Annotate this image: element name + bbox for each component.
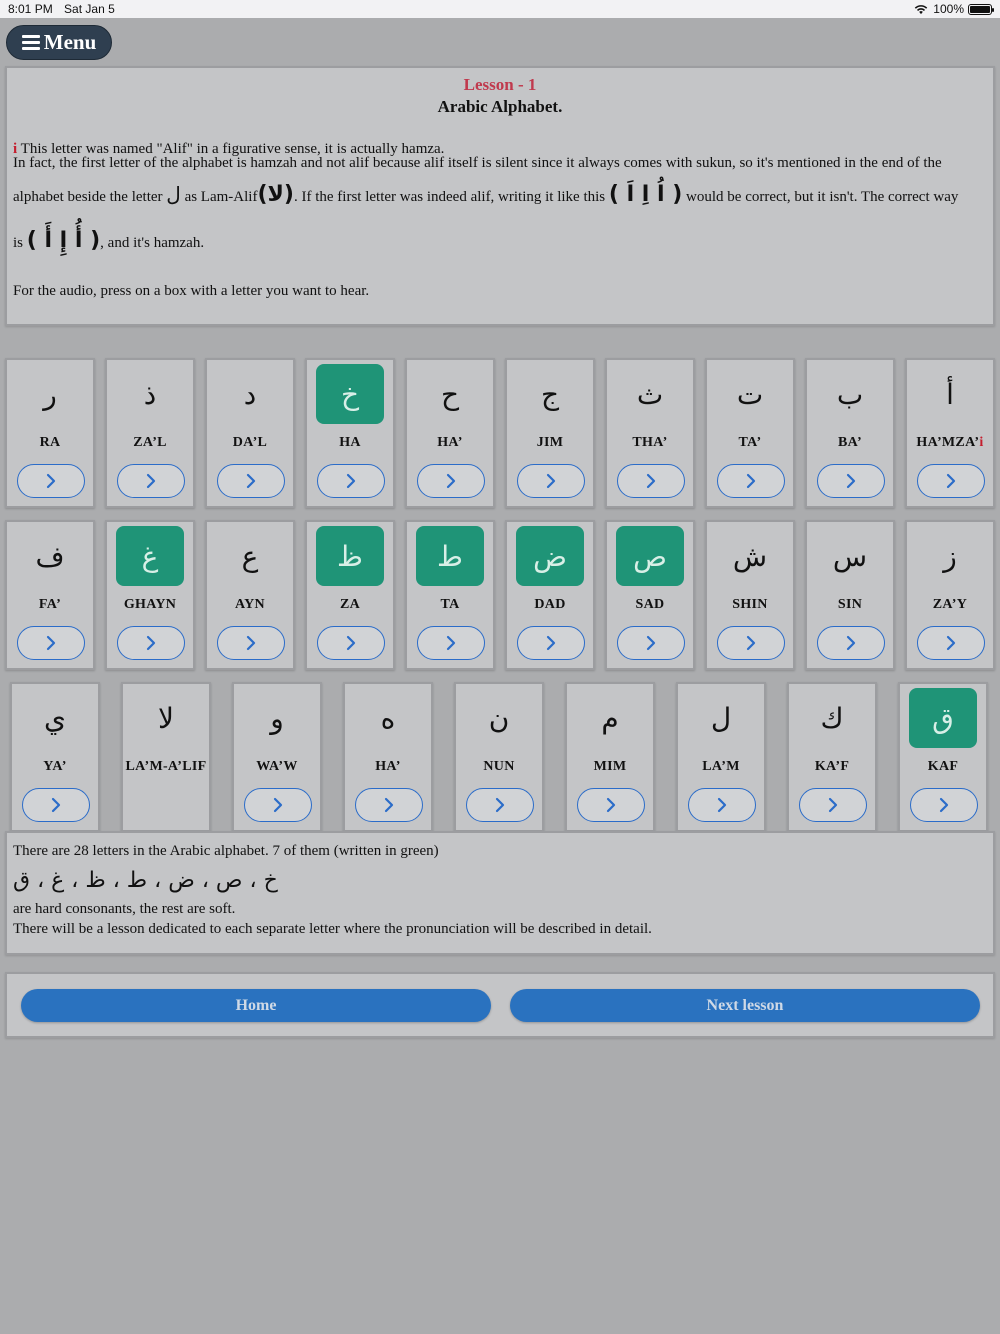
- letter-card[interactable]: [454, 682, 544, 832]
- chevron-right-icon: [244, 473, 258, 489]
- letter-name-text: TA: [440, 597, 460, 612]
- next-lesson-button[interactable]: Next lesson: [510, 989, 980, 1022]
- lam-letter: ل: [166, 182, 181, 206]
- letter-name: [607, 435, 693, 451]
- letter-name-text: BA’: [838, 435, 862, 450]
- letter-glyph[interactable]: ذ: [143, 377, 157, 411]
- letter-name-text: KAF: [927, 759, 959, 774]
- letter-name-text: MIM: [593, 759, 627, 774]
- letter-card[interactable]: [565, 682, 655, 832]
- letter-glyph[interactable]: ه: [380, 701, 396, 735]
- letter-card[interactable]: [305, 520, 395, 670]
- letter-name-text: SAD: [635, 597, 665, 612]
- summary-panel: [5, 831, 995, 955]
- chevron-right-icon: [715, 797, 729, 813]
- letter-name: [907, 435, 993, 451]
- letter-name: [807, 597, 893, 613]
- play-letter-button[interactable]: [417, 464, 485, 498]
- wifi-icon: [913, 4, 929, 15]
- letter-name: [607, 597, 693, 613]
- letter-name: [707, 435, 793, 451]
- letter-name-text: FA’: [38, 597, 62, 612]
- play-letter-button[interactable]: [317, 626, 385, 660]
- chevron-right-icon: [844, 473, 858, 489]
- letter-name-text: GHAYN: [123, 597, 177, 612]
- letter-name-text: RA: [39, 435, 61, 450]
- play-letter-button[interactable]: [17, 464, 85, 498]
- letter-card[interactable]: [121, 682, 211, 832]
- letter-glyph[interactable]: أ: [946, 377, 954, 411]
- letter-name-text: HA: [339, 435, 361, 450]
- play-letter-button[interactable]: [577, 788, 645, 822]
- play-letter-button[interactable]: [244, 788, 312, 822]
- letter-card[interactable]: [705, 358, 795, 508]
- chevron-right-icon: [644, 473, 658, 489]
- lesson-title: Arabic Alphabet.: [437, 97, 563, 116]
- letter-card[interactable]: [787, 682, 877, 832]
- letter-glyph[interactable]: ر: [43, 377, 57, 411]
- intro-text-2c: as Lam-Alif: [184, 189, 258, 205]
- status-time: 8:01 PM: [8, 2, 53, 16]
- letter-glyph[interactable]: ق: [909, 688, 977, 748]
- letter-card[interactable]: [205, 358, 295, 508]
- letter-card[interactable]: [505, 358, 595, 508]
- letter-name: [12, 759, 98, 775]
- chevron-right-icon: [644, 635, 658, 651]
- letter-name: [7, 435, 93, 451]
- letter-name-text: LA’M-A’LIF: [125, 759, 207, 774]
- letter-name: [507, 597, 593, 613]
- info-icon[interactable]: i: [979, 435, 984, 450]
- chevron-right-icon: [344, 473, 358, 489]
- intro-text-2g: , and it's hamzah.: [100, 235, 205, 251]
- status-left: [8, 2, 123, 16]
- letter-name: [507, 435, 593, 451]
- letter-name: [123, 759, 209, 775]
- play-letter-button[interactable]: [217, 626, 285, 660]
- play-letter-button[interactable]: [917, 626, 985, 660]
- play-letter-button[interactable]: [617, 626, 685, 660]
- letter-glyph[interactable]: ص: [616, 526, 684, 586]
- play-letter-button[interactable]: [817, 464, 885, 498]
- play-letter-button[interactable]: [688, 788, 756, 822]
- intro-panel: [5, 66, 995, 326]
- info-icon: i: [13, 141, 18, 157]
- letter-card[interactable]: [805, 358, 895, 508]
- letter-name-text: ZA’Y: [932, 597, 968, 612]
- chevron-right-icon: [144, 473, 158, 489]
- intro-text-2d: . If the first letter was indeed alif, writing it like this: [293, 189, 606, 205]
- chevron-right-icon: [271, 797, 285, 813]
- letter-glyph[interactable]: ج: [540, 377, 560, 411]
- lam-alif-sample: (لا): [257, 182, 294, 207]
- play-letter-button[interactable]: [22, 788, 90, 822]
- chevron-right-icon: [944, 473, 958, 489]
- play-letter-button[interactable]: [417, 626, 485, 660]
- letter-name: [456, 759, 542, 775]
- letter-name: [407, 597, 493, 613]
- battery-icon: [968, 4, 992, 15]
- chevron-right-icon: [344, 635, 358, 651]
- letter-glyph[interactable]: ل: [710, 701, 732, 735]
- letter-name: [707, 597, 793, 613]
- letter-name: [567, 759, 653, 775]
- letter-glyph[interactable]: غ: [116, 526, 184, 586]
- chevron-right-icon: [44, 635, 58, 651]
- status-date: Sat Jan 5: [64, 2, 115, 16]
- letter-name: [407, 435, 493, 451]
- letter-card[interactable]: [105, 520, 195, 670]
- letter-glyph[interactable]: س: [832, 539, 868, 573]
- chevron-right-icon: [44, 473, 58, 489]
- letter-glyph[interactable]: ض: [516, 526, 584, 586]
- play-letter-button[interactable]: [917, 464, 985, 498]
- menu-button[interactable]: [6, 25, 112, 60]
- play-letter-button[interactable]: [466, 788, 534, 822]
- chevron-right-icon: [382, 797, 396, 813]
- letter-glyph[interactable]: خ: [316, 364, 384, 424]
- letter-card[interactable]: [232, 682, 322, 832]
- letter-card[interactable]: [10, 682, 100, 832]
- letter-name-text: YA’: [43, 759, 67, 774]
- letter-name-text: KA’F: [814, 759, 850, 774]
- lesson-number: Lesson - 1: [463, 75, 537, 94]
- letter-card[interactable]: [5, 358, 95, 508]
- summary-line-2: are hard consonants, the rest are soft.: [13, 901, 236, 917]
- intro-paragraph-2: [13, 153, 987, 265]
- letter-name-text: AYN: [235, 597, 265, 612]
- chevron-right-icon: [826, 797, 840, 813]
- letter-name: [207, 597, 293, 613]
- play-letter-button[interactable]: [355, 788, 423, 822]
- letter-name: [307, 597, 393, 613]
- letter-card[interactable]: [5, 520, 95, 670]
- intro-text-2b: alphabet beside the letter: [13, 189, 163, 205]
- play-letter-button[interactable]: [517, 626, 585, 660]
- nav-panel: [5, 972, 995, 1038]
- chevron-right-icon: [493, 797, 507, 813]
- letter-name-text: NUN: [483, 759, 515, 774]
- letter-glyph[interactable]: م: [601, 701, 619, 735]
- letter-name: [107, 435, 193, 451]
- play-letter-button[interactable]: [17, 626, 85, 660]
- chevron-right-icon: [544, 635, 558, 651]
- chevron-right-icon: [604, 797, 618, 813]
- letter-name-text: DAD: [534, 597, 566, 612]
- letter-glyph[interactable]: د: [243, 377, 257, 411]
- letter-name-text: SHIN: [732, 597, 768, 612]
- letter-name-text: HA’: [437, 435, 463, 450]
- wrong-alif-sample: ( اُ اِ اَ ): [608, 182, 683, 207]
- intro-text-1: This letter was named "Alif" in a figurative sense, it is actually hamza.: [20, 141, 445, 157]
- letter-card[interactable]: [605, 358, 695, 508]
- letter-name: [900, 759, 986, 775]
- letter-card[interactable]: [705, 520, 795, 670]
- letter-card[interactable]: [605, 520, 695, 670]
- letter-glyph[interactable]: ف: [35, 539, 65, 573]
- letter-card[interactable]: [405, 358, 495, 508]
- letter-name-text: THA’: [632, 435, 668, 450]
- letter-glyph[interactable]: ش: [732, 539, 768, 573]
- chevron-right-icon: [444, 473, 458, 489]
- play-letter-button[interactable]: [217, 464, 285, 498]
- chevron-right-icon: [844, 635, 858, 651]
- letter-card[interactable]: [905, 520, 995, 670]
- chevron-right-icon: [944, 635, 958, 651]
- play-letter-button[interactable]: [717, 464, 785, 498]
- letter-name: [207, 435, 293, 451]
- letter-name: [234, 759, 320, 775]
- letter-name-text: HA’MZA’: [916, 435, 980, 450]
- letter-glyph[interactable]: ح: [440, 377, 460, 411]
- intro-paragraph-3: For the audio, press on a box with a letter you want to hear.: [13, 283, 370, 299]
- letter-name-text: ZA’L: [133, 435, 167, 450]
- play-letter-button[interactable]: [799, 788, 867, 822]
- letter-card[interactable]: [505, 520, 595, 670]
- letter-glyph[interactable]: ظ: [316, 526, 384, 586]
- hamburger-icon: [22, 35, 40, 50]
- status-right: [913, 2, 992, 16]
- play-letter-button[interactable]: [317, 464, 385, 498]
- letter-card[interactable]: [905, 358, 995, 508]
- chevron-right-icon: [444, 635, 458, 651]
- menu-label: Menu: [43, 30, 97, 54]
- letter-name: [678, 759, 764, 775]
- letter-card[interactable]: [405, 520, 495, 670]
- play-letter-button[interactable]: [717, 626, 785, 660]
- intro-text-2a: In fact, the first letter of the alphabet is hamzah and not alif because alif itself is silent since it always comes with sukun, so it's mentioned in the end of the: [13, 155, 942, 171]
- letter-glyph[interactable]: ي: [44, 701, 66, 735]
- letter-name: [7, 597, 93, 613]
- play-letter-button[interactable]: [817, 626, 885, 660]
- play-letter-button[interactable]: [910, 788, 978, 822]
- correct-hamza-sample: ( أُ إِ أَ ): [26, 228, 101, 253]
- letter-glyph[interactable]: ت: [736, 377, 764, 411]
- letter-glyph[interactable]: ك: [820, 701, 844, 735]
- letter-name: [307, 435, 393, 451]
- home-button[interactable]: Home: [21, 989, 491, 1022]
- chevron-right-icon: [49, 797, 63, 813]
- letter-name: [907, 597, 993, 613]
- intro-text-2e: would be correct, but it isn't. The correct way: [686, 189, 959, 205]
- letter-name-text: ZA: [339, 597, 361, 612]
- hard-letters-list: خ ، ص ، ض ، ط ، ظ ، غ ، ق: [13, 868, 278, 893]
- letter-name-text: SIN: [837, 597, 863, 612]
- letter-name-text: HA’: [375, 759, 401, 774]
- letter-card[interactable]: [676, 682, 766, 832]
- letter-glyph[interactable]: لا: [158, 701, 174, 735]
- letter-name-text: JIM: [536, 435, 564, 450]
- chevron-right-icon: [544, 473, 558, 489]
- letter-name-text: TA’: [738, 435, 762, 450]
- battery-percent: 100%: [933, 2, 964, 16]
- play-letter-button[interactable]: [117, 464, 185, 498]
- letter-glyph[interactable]: ث: [636, 377, 664, 411]
- summary-line-3: There will be a lesson dedicated to each separate letter where the pronunciation will be described in detail.: [13, 921, 652, 937]
- letter-name: [789, 759, 875, 775]
- letter-card[interactable]: [805, 520, 895, 670]
- chevron-right-icon: [744, 635, 758, 651]
- letter-glyph[interactable]: ز: [943, 539, 957, 573]
- letter-card[interactable]: [205, 520, 295, 670]
- chevron-right-icon: [937, 797, 951, 813]
- letter-name-text: WA’W: [256, 759, 298, 774]
- play-letter-button[interactable]: [117, 626, 185, 660]
- letter-name-text: LA’M: [702, 759, 740, 774]
- chevron-right-icon: [244, 635, 258, 651]
- letter-name: [107, 597, 193, 613]
- letter-glyph[interactable]: ط: [416, 526, 484, 586]
- letter-name: [345, 759, 431, 775]
- intro-text-2f: is: [13, 235, 24, 251]
- summary-line-1: There are 28 letters in the Arabic alphabet. 7 of them (written in green): [13, 843, 439, 859]
- play-letter-button[interactable]: [617, 464, 685, 498]
- status-bar: [0, 0, 1000, 18]
- letter-card[interactable]: [898, 682, 988, 832]
- letter-name-text: DA’L: [232, 435, 268, 450]
- letter-glyph[interactable]: ع: [241, 539, 259, 573]
- letter-card[interactable]: [305, 358, 395, 508]
- letter-name: [807, 435, 893, 451]
- chevron-right-icon: [744, 473, 758, 489]
- play-letter-button[interactable]: [517, 464, 585, 498]
- letter-glyph[interactable]: ن: [488, 701, 510, 735]
- letter-glyph[interactable]: و: [270, 701, 284, 735]
- letter-card[interactable]: [105, 358, 195, 508]
- letter-card[interactable]: [343, 682, 433, 832]
- letter-glyph[interactable]: ب: [836, 377, 864, 411]
- chevron-right-icon: [144, 635, 158, 651]
